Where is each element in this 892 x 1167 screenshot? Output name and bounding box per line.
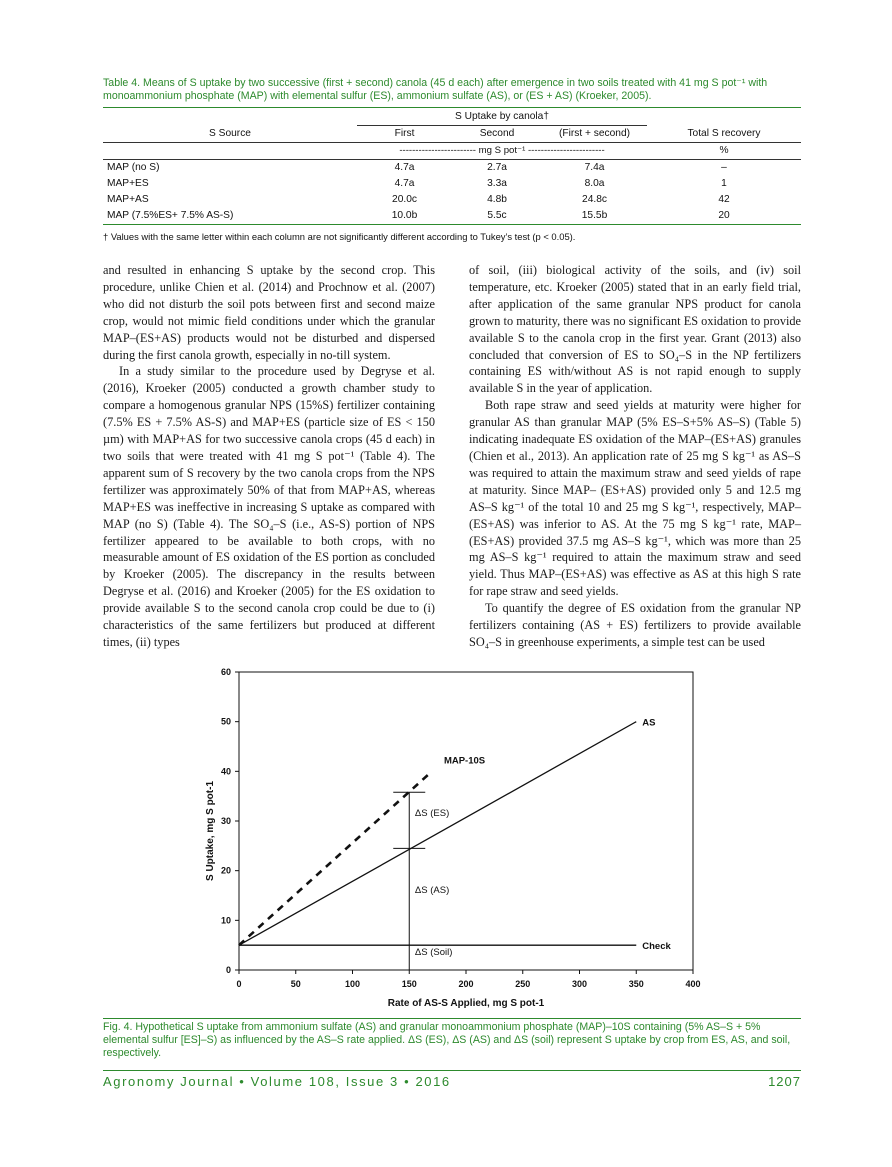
table-cell: 1 [721, 178, 727, 189]
table-cell: 7.4a [584, 162, 605, 173]
table-cell: 4.7a [394, 178, 415, 189]
delta-annotation: ΔS (ES) [414, 808, 450, 820]
x-tick-label: 100 [344, 979, 361, 989]
table-cell: 20 [718, 210, 730, 221]
x-tick-label: 350 [628, 979, 644, 989]
body-paragraph: and resulted in enhancing S uptake by the second crop. This procedure, unlike Chien et al. (2014) and Prochnow et al. (2007) who did not disturb the soil pots between first and second maize crop, would not mimic field conditions under which the granular MAP–(ES+AS) products would not be disturbed and dispersed during the first canola growth, especially in no-till system. [103, 263, 435, 362]
data-table [103, 109, 801, 225]
table-row [103, 208, 801, 225]
table-cell: 4.8b [487, 194, 507, 205]
table-cell: – [721, 162, 727, 173]
body-paragraph: To quantify the degree of ES oxidation from the granular NP fertilizers containing (AS + ES) fertilizers to provide available SO₄–S in greenhouse experiments, a simple test can be used [469, 601, 801, 649]
y-tick-label: 0 [225, 965, 231, 975]
table-cell: MAP (7.5%ES+ 7.5% AS-S) [107, 210, 234, 221]
table-cell: 24.8c [582, 194, 607, 205]
table-cell: 42 [718, 194, 730, 205]
delta-annotation: ΔS (AS) [414, 885, 450, 897]
x-axis-label: Rate of AS-S Applied, mg S pot-1 [387, 998, 545, 1009]
table-cell: MAP (no S) [107, 162, 160, 173]
table-cell: 20.0c [392, 194, 417, 205]
series-line-map-10s [239, 771, 432, 945]
table-group-header-row [103, 109, 801, 126]
table-cell: 5.5c [487, 210, 507, 221]
table-header-cell: (First + second) [558, 128, 631, 139]
table-cell: MAP+ES [107, 178, 149, 189]
y-tick-label: 10 [220, 915, 231, 926]
table-cell: 10.0b [391, 210, 418, 221]
table-footnote: † Values with the same letter within each column are not significantly different according to Tukey’s test (p < 0.05). [103, 231, 576, 242]
body-paragraph: of soil, (iii) biological activity of the soils, and (iv) soil temperature, etc. Kroeker (2005) stated that in an early field trial, after application of the same granular NPS product for canola grown to maturity, there was no significant ES oxidation to provide available S to the canola crop in the first year. Grant (2013) also concluded that conversion of ES to SO₄–S in the NP fertilizers containing ES with/without AS is not rapid enough to supply available S in the year of application. [469, 263, 801, 396]
table-row [103, 160, 801, 177]
table-header-cell: S Source [209, 127, 251, 139]
table-group-header: S Uptake by canola† [357, 109, 647, 126]
figure-chart [190, 660, 710, 1010]
y-tick-label: 60 [220, 667, 231, 677]
y-tick-label: 50 [220, 716, 231, 727]
page-footer [103, 1074, 801, 1089]
body-column-right [469, 262, 801, 651]
series-label-check: Check [642, 941, 671, 953]
table-caption: Table 4. Means of S uptake by two successive (first + second) canola (45 d each) after emergence in two soils treated with 41 mg S pot⁻¹ with monoammonium phosphate (MAP) with elemental sulfur (ES), ammonium sulfate (AS), or (ES + AS) (Kroeker, 2005). [103, 77, 768, 102]
journal-info: Agronomy Journal • Volume 108, Issue 3 • 2016 [103, 1074, 451, 1089]
x-tick-label: 400 [685, 979, 701, 989]
table-cell: 2.7a [487, 162, 507, 173]
series-label-as: AS [642, 717, 656, 729]
x-tick-label: 50 [290, 979, 301, 989]
table-cell: 15.5b [581, 210, 608, 221]
body-column-left [103, 262, 435, 651]
table-header-cell: First [394, 128, 415, 139]
table-cell: 8.0a [584, 178, 605, 189]
table-row [103, 192, 801, 208]
table-cell: 4.7a [394, 162, 415, 173]
body-paragraph: In a study similar to the procedure used by Degryse et al. (2016), Kroeker (2005) conducted a growth chamber study to compare a homogenous granular NPS (15%S) fertilizer containing (7.5% ES + 7.5% AS-S) and MAP+ES (particle size of ES < 150 µm) with MAP+AS for two successive canola crops (45 d each) in two soils that were treated with 41 mg S pot⁻¹ (Table 4). The apparent sum of S recovery by the two canola crops from the NPS fertilizer was approximately 50% of that from MAP+AS, whereas MAP+ES was ineffective in increasing S uptake as compared with MAP (no S) (Table 4). The SO₄–S (i.e., AS-S) portion of NPS fertilizer appeared to be available to both crops, with no measurable amount of ES oxidation of the ES portion as concluded by Kroeker (2005). The discrepancy in the results between Degryse et al. (2016) and Kroeker (2005) for the ES oxidation to provide available S to the second canola crop could be due to (i) characteristics of the same fertilizers but produced at different times, (ii) types [103, 364, 435, 649]
page-number: 1207 [768, 1074, 801, 1089]
footer-rule [103, 1070, 801, 1071]
table-top-rule [103, 107, 801, 108]
series-line-as [239, 722, 636, 945]
x-tick-label: 300 [571, 979, 588, 989]
y-tick-label: 30 [220, 816, 231, 826]
table-units-row [103, 143, 801, 160]
delta-annotation: ΔS (Soil) [414, 947, 453, 959]
table-cell: 3.3a [487, 178, 507, 189]
table-row [103, 176, 801, 192]
y-tick-label: 20 [220, 865, 231, 876]
x-tick-label: 250 [515, 979, 531, 989]
table-header-cell: Total S recovery [687, 127, 761, 139]
table-units-percent: % [719, 145, 729, 156]
figure-caption-top-rule [103, 1018, 801, 1019]
series-label-map-10s: MAP-10S [443, 755, 486, 767]
figure-caption: Fig. 4. Hypothetical S uptake from ammonium sulfate (AS) and granular monoammonium phosphate (MAP)–10S containing (5% AS–S + 5% elemental sulfur [ES]–S) as influenced by the AS–S rate applied. ΔS (ES), ΔS (AS) and ΔS (soil) represent S uptake by crop from ES, AS, and soil, respectively. [103, 1021, 791, 1059]
x-tick-label: 200 [458, 979, 474, 989]
table-units-mg: ------------------------ mg S pot⁻¹ ------------------------ [399, 145, 605, 156]
y-tick-label: 40 [220, 766, 231, 777]
table-header-cell: Second [479, 128, 515, 139]
x-tick-label: 150 [401, 979, 417, 989]
y-axis-label: S Uptake, mg S pot-1 [205, 780, 216, 882]
table-header-row [103, 126, 801, 143]
table-cell: MAP+AS [107, 194, 149, 205]
plot-frame [239, 672, 693, 970]
x-tick-label: 0 [236, 979, 242, 989]
body-paragraph: Both rape straw and seed yields at maturity were higher for granular AS than granular MAP (5% ES–S+5% AS–S) (Table 5) indicating inadequate ES oxidation of the MAP–(ES+AS) granules (Chien et al., 2013). An application rate of 25 mg S kg⁻¹ as AS–S was required to attain the maximum straw and seed yields of rape at maturity. Since MAP– (ES+AS) provided only 5 and 12.5 mg AS–S kg⁻¹ of the total 10 and 25 mg S kg⁻¹, respectively, MAP–(ES+AS) was inferior to AS. At the 75 mg S kg⁻¹ rate, MAP–(ES+AS) provided 37.5 mg AS–S kg⁻¹, which was more than 25 mg AS–S kg⁻¹ required to attain the maximum straw and seed yield. Thus MAP–(ES+AS) was effective as AS at this high S rate for rape straw and seed yields. [469, 398, 801, 599]
